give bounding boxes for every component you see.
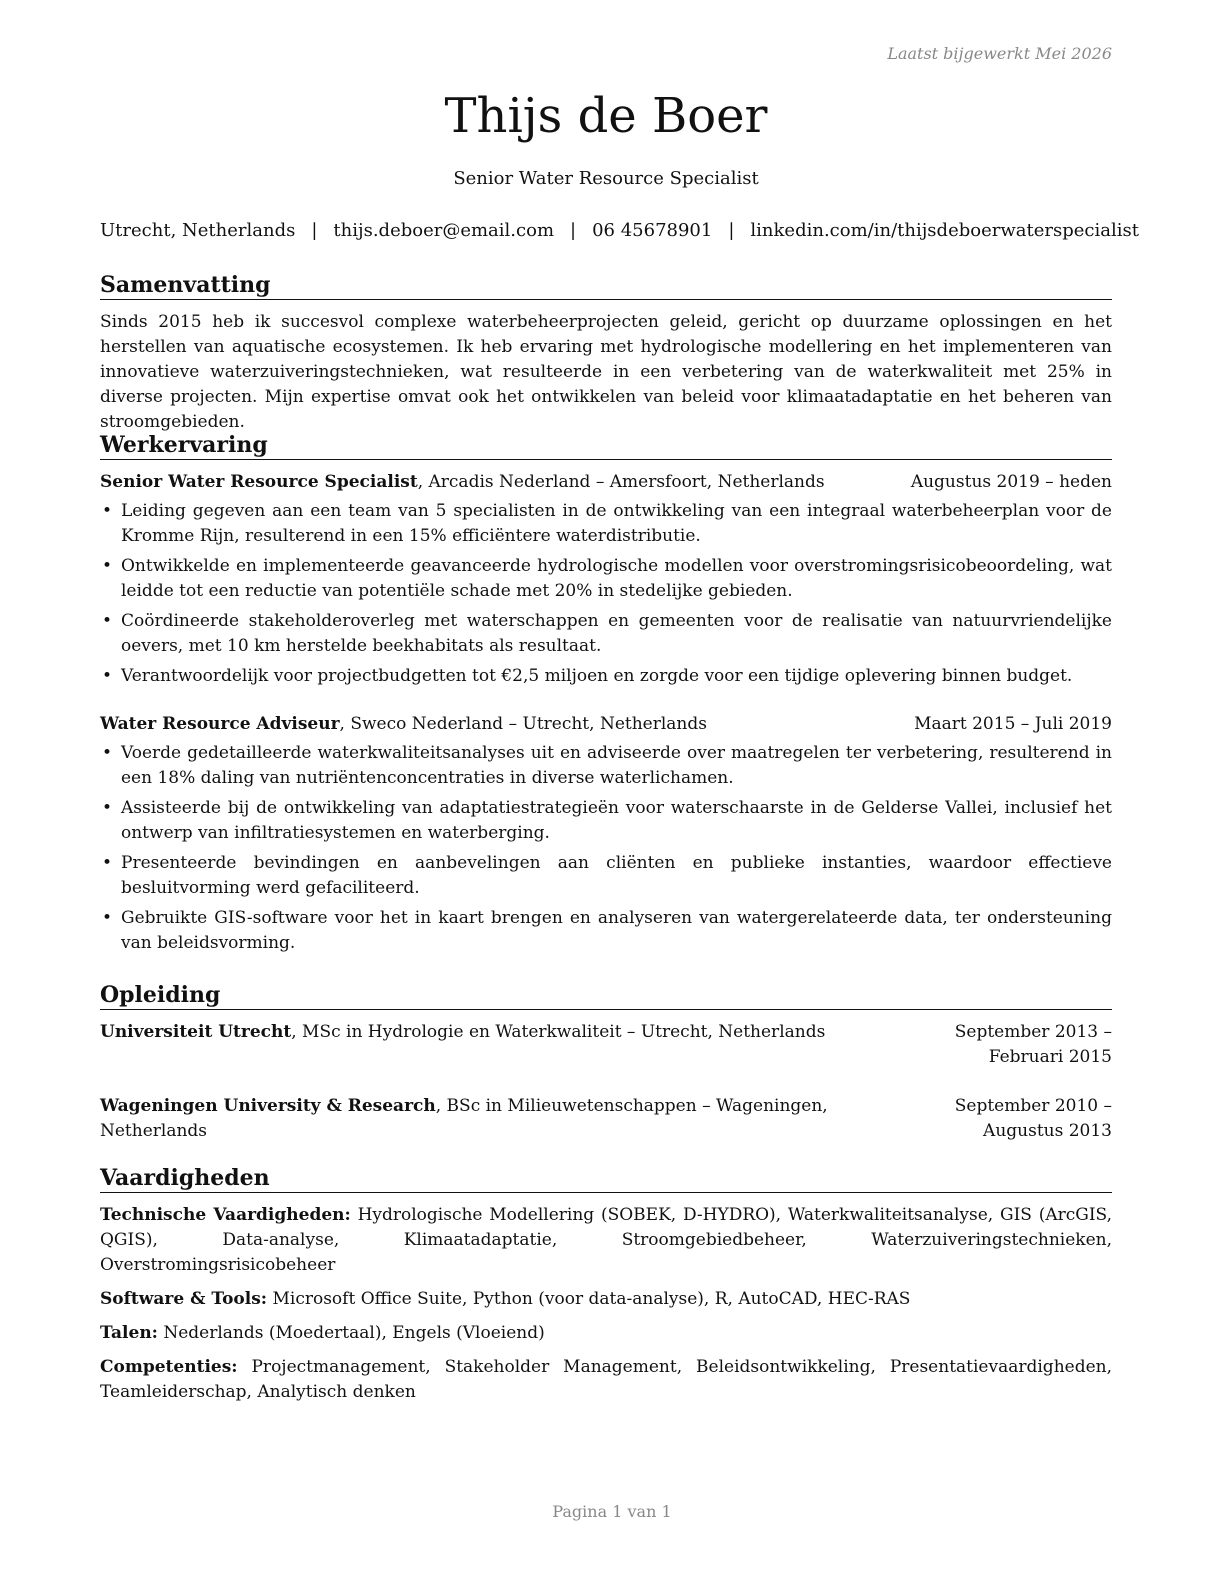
section-title-summary: Samenvatting [100,272,1112,300]
headline: Senior Water Resource Specialist [453,168,759,189]
education-dates: September 2013 – Februari 2015 [954,1022,1112,1067]
skill-value: Projectmanagement, Stakeholder Management, Beleidsontwikkeling, Presentatievaardigheden, Teamleiderschap, Analytisch denken [100,1357,1112,1402]
bullet-dot: • [102,853,113,873]
skill-label: Talen: [100,1323,158,1343]
education-entry [100,1094,1112,1144]
job-entry [100,470,1112,689]
bullet-text: Verantwoordelijk voor projectbudgetten tot €2,5 miljoen en zorgde voor een tijdige oplevering binnen budget. [121,666,1073,686]
resume-page [100,0,1139,1584]
page-footer: Pagina 1 van 1 [552,1502,672,1521]
bullet-text: Assisteerde bij de ontwikkeling van adaptatiestrategieën voor waterschaarste in de Gelderse Vallei, inclusief het ontwerp van infiltratiesystemen en waterberging. [121,798,1112,843]
section-title-education: Opleiding [100,982,1112,1010]
bullet-text: Voerde gedetailleerde waterkwaliteitsanalyses uit en adviseerde over maatregelen ter verbetering, resulterend in een 18% daling van nutriëntenconcentraties in diverse waterlichamen. [121,743,1112,788]
job-header [100,470,1112,495]
bullet-item [100,741,1112,791]
skill-label: Software & Tools: [100,1289,268,1309]
bullet-text: Presenteerde bevindingen en aanbevelingen aan cliënten en publieke instanties, waardoor effectieve besluitvorming werd gefaciliteerd. [121,853,1112,898]
skill-row [100,1203,1112,1278]
summary-text: Sinds 2015 heb ik succesvol complexe waterbeheerprojecten geleid, gericht op duurzame oplossingen en het herstellen van aquatische ecosystemen. Ik heb ervaring met hydrologische modellering en het implementeren van innovatieve waterzuiveringstechnieken, wat resulteerde in een verbetering van de waterkwaliteit met 25% in diverse projecten. Mijn expertise omvat ook het ontwikkelen van beleid voor klimaatadaptatie en het beheren van stroomgebieden. [100,312,1112,432]
bullet-item [100,499,1112,549]
bullet-item [100,609,1112,659]
bullet-item [100,664,1112,689]
bullet-text: Gebruikte GIS-software voor het in kaart brengen en analyseren van watergerelateerde data, ter ondersteuning van beleidsvorming. [121,908,1112,953]
contact-separator: | [570,220,577,241]
bullet-text: Leiding gegeven aan een team van 5 specialisten in de ontwikkeling van een integraal waterbeheerplan voor de Kromme Rijn, resulterend in een 15% efficiëntere waterdistributie. [121,501,1112,546]
education-entry [100,1020,1112,1070]
section-title-experience: Werkervaring [100,432,1112,460]
contact-linkedin[interactable]: linkedin.com/in/thijsdeboerwaterspecialist [750,220,1139,241]
experience-section [100,432,1112,961]
skill-row [100,1287,1112,1312]
job-org: , Sweco Nederland – Utrecht, Netherlands [339,714,707,734]
skill-value: Nederlands (Moedertaal), Engels (Vloeiend) [157,1323,545,1343]
contact-separator: | [728,220,735,241]
education-detail: , BSc in Milieuwetenschappen – Wageningen, Netherlands [100,1096,828,1141]
last-updated: Laatst bijgewerkt Mei 2026 [887,44,1112,63]
bullet-dot: • [102,556,113,576]
job-dates: Augustus 2019 – heden [910,472,1112,492]
skill-label: Competenties: [100,1357,238,1377]
contact-phone[interactable]: 06 45678901 [592,220,713,241]
skill-row [100,1355,1112,1405]
education-section [100,982,1112,1144]
person-name: Thijs de Boer [444,88,768,144]
job-role: Senior Water Resource Specialist [100,472,418,492]
bullet-dot: • [102,798,113,818]
skill-label: Technische Vaardigheden: [100,1205,351,1225]
job-role: Water Resource Adviseur [100,714,340,734]
bullet-dot: • [102,501,113,521]
education-title-line [100,1020,867,1045]
education-school: Universiteit Utrecht [100,1022,292,1042]
bullet-dot: • [102,743,113,763]
job-bullets [100,741,1112,956]
job-title-line [100,712,904,737]
bullet-dot: • [102,611,113,631]
bullet-dot: • [102,908,113,928]
education-detail: , MSc in Hydrologie en Waterkwaliteit – Utrecht, Netherlands [291,1022,826,1042]
skill-value: Microsoft Office Suite, Python (voor data-analyse), R, AutoCAD, HEC-RAS [267,1289,911,1309]
bullet-item [100,851,1112,901]
bullet-item [100,906,1112,956]
contact-email[interactable]: thijs.deboer@email.com [333,220,555,241]
job-entry [100,712,1112,956]
job-dates: Maart 2015 – Juli 2019 [914,714,1112,734]
contact-location: Utrecht, Netherlands [100,220,296,241]
summary-section [100,272,1112,435]
bullet-dot: • [102,666,113,686]
skill-value: Hydrologische Modellering (SOBEK, D-HYDRO), Waterkwaliteitsanalyse, GIS (ArcGIS, QGIS), Data-analyse, Klimaatadaptatie, Stroomgebiedbeheer, Waterzuiveringstechnieken, Overstromingsrisicobeheer [100,1205,1112,1275]
contact-line [100,220,1139,241]
bullet-item [100,796,1112,846]
job-bullets [100,499,1112,689]
education-title-line [100,1094,867,1144]
bullet-item [100,554,1112,604]
skills-section [100,1165,1112,1414]
section-title-skills: Vaardigheden [100,1165,1112,1193]
job-org: , Arcadis Nederland – Amersfoort, Netherlands [417,472,825,492]
bullet-text: Ontwikkelde en implementeerde geavanceerde hydrologische modellen voor overstromingsrisicobeoordeling, wat leidde tot een reductie van potentiële schade met 20% in stedelijke gebieden. [121,556,1112,601]
skill-row [100,1321,1112,1346]
education-dates: September 2010 – Augustus 2013 [954,1096,1112,1141]
contact-separator: | [311,220,318,241]
education-school: Wageningen University & Research [100,1096,436,1116]
bullet-text: Coördineerde stakeholderoverleg met waterschappen en gemeenten voor de realisatie van natuurvriendelijke oevers, met 10 km herstelde beekhabitats als resultaat. [121,611,1112,656]
job-title-line [100,470,901,495]
job-header [100,712,1112,737]
